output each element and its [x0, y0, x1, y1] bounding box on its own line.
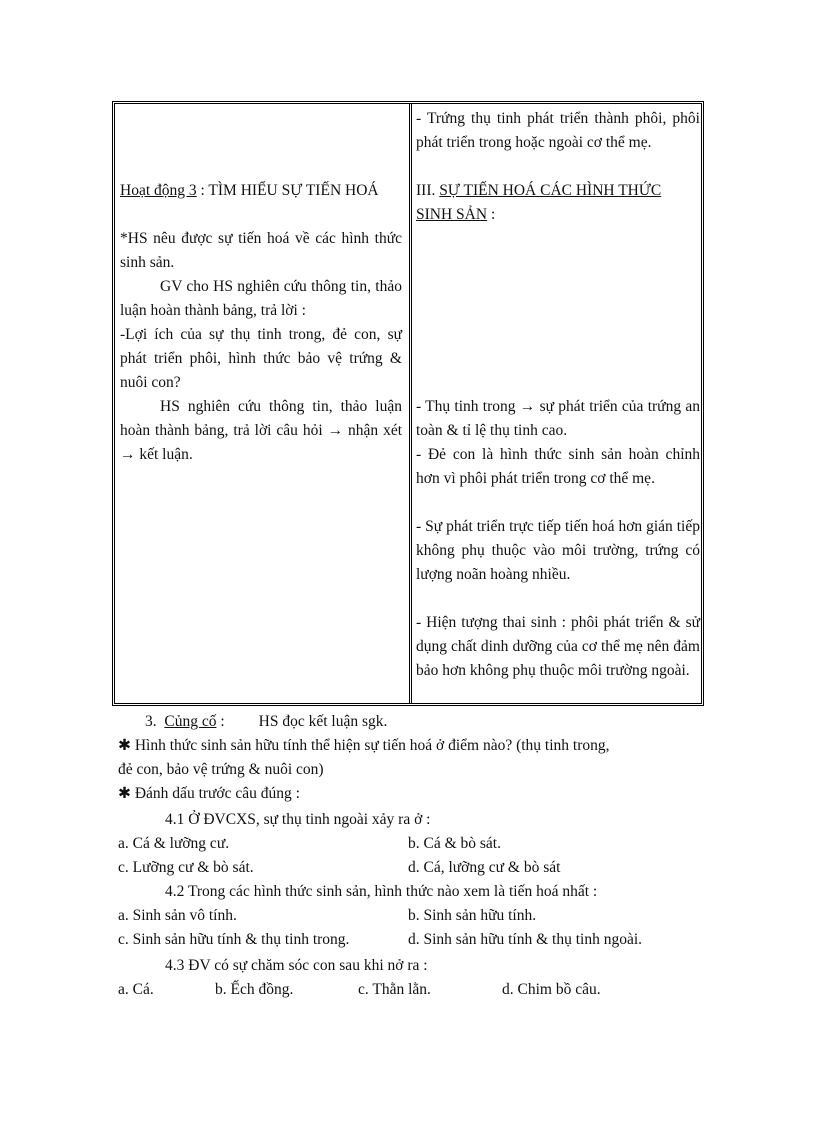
activity-sep: :	[196, 182, 209, 199]
q41-option-d: d. Cá, lưỡng cư & bò sát	[408, 859, 561, 876]
conclusion-2: - Đẻ con là hình thức sinh sản hoàn chỉnh hơn vì phôi phát triển trong cơ thể mẹ.	[416, 446, 700, 487]
section-heading	[416, 179, 700, 227]
q41-option-a: a. Cá & lưỡng cư.	[118, 835, 230, 852]
review-label: Củng cố	[164, 713, 217, 730]
conclusion-3: - Sự phát triển trực tiếp tiến hoá hơn gián tiếp không phụ thuộc vào môi trường, trứng có lượng noãn hoàng nhiều.	[416, 518, 700, 583]
mark-instruction: ✱ Đánh dấu trước câu đúng :	[118, 785, 300, 802]
q42-option-b: b. Sinh sản hữu tính.	[408, 907, 537, 924]
question-4-1: 4.1 Ở ĐVCXS, sự thụ tinh ngoài xảy ra ở :	[165, 811, 431, 828]
conclusion-1: - Thụ tinh trong → sự phát triển của trứng an toàn & tỉ lệ thụ tinh cao.	[416, 398, 700, 439]
review-heading	[145, 710, 387, 734]
q43-option-d: d. Chim bồ câu.	[502, 981, 601, 998]
activity-title: TÌM HIỂU SỰ TIẾN HOÁ	[208, 182, 379, 199]
activity-heading	[120, 179, 402, 203]
question-4-3: 4.3 ĐV có sự chăm sóc con sau khi nở ra :	[165, 957, 428, 974]
objective-text: *HS nêu được sự tiến hoá về các hình thức sinh sản.	[120, 230, 402, 271]
q43-option-b: b. Ếch đồng.	[215, 981, 294, 998]
gv-instruction: GV cho HS nghiên cứu thông tin, thảo luận hoàn thành bảng, trả lời :	[120, 278, 402, 319]
question-1-cont: đẻ con, bảo vệ trứng & nuôi con)	[118, 761, 324, 778]
activity-label: Hoạt động 3	[120, 182, 197, 199]
q42-option-c: c. Sinh sản hữu tính & thụ tinh trong.	[118, 931, 350, 948]
q41-option-c: c. Lưỡng cư & bò sát.	[118, 859, 254, 876]
q43-option-a: a. Cá.	[118, 981, 154, 998]
question-1: ✱ Hình thức sinh sản hữu tính thể hiện sự tiến hoá ở điểm nào? (thụ tinh trong,	[118, 737, 610, 754]
discussion-question: -Lợi ích của sự thụ tinh trong, đẻ con, sự phát triển phôi, hình thức bảo vệ trứng & nuôi con?	[120, 326, 402, 391]
hs-activity: HS nghiên cứu thông tin, thảo luận hoàn thành bảng, trả lời câu hỏi → nhận xét → kết luận.	[120, 398, 402, 463]
q41-option-b: b. Cá & bò sát.	[408, 835, 501, 852]
column-divider	[409, 104, 412, 703]
q43-option-c: c. Thằn lằn.	[358, 981, 431, 998]
q42-option-a: a. Sinh sản vô tính.	[118, 907, 237, 924]
lesson-table	[112, 101, 704, 706]
section-number: III.	[416, 182, 436, 199]
section-title: SỰ TIẾN HOÁ CÁC HÌNH THỨC SINH SẢN	[416, 182, 662, 223]
review-number: 3.	[145, 713, 157, 730]
section-colon: :	[487, 206, 496, 223]
intro-text: - Trứng thụ tinh phát triển thành phôi, phôi phát triển trong hoặc ngoài cơ thể mẹ.	[416, 110, 700, 151]
review-colon: :	[216, 713, 225, 730]
review-text: HS đọc kết luận sgk.	[258, 713, 388, 730]
conclusion-4: - Hiện tượng thai sinh : phôi phát triển & sử dụng chất dinh dưỡng của cơ thể mẹ nên đảm bảo hơn không phụ thuộc môi trường ngoài.	[416, 614, 700, 679]
question-4-2: 4.2 Trong các hình thức sinh sản, hình thức nào xem là tiến hoá nhất :	[165, 883, 598, 900]
q42-option-d: d. Sinh sản hữu tính & thụ tinh ngoài.	[408, 931, 643, 948]
